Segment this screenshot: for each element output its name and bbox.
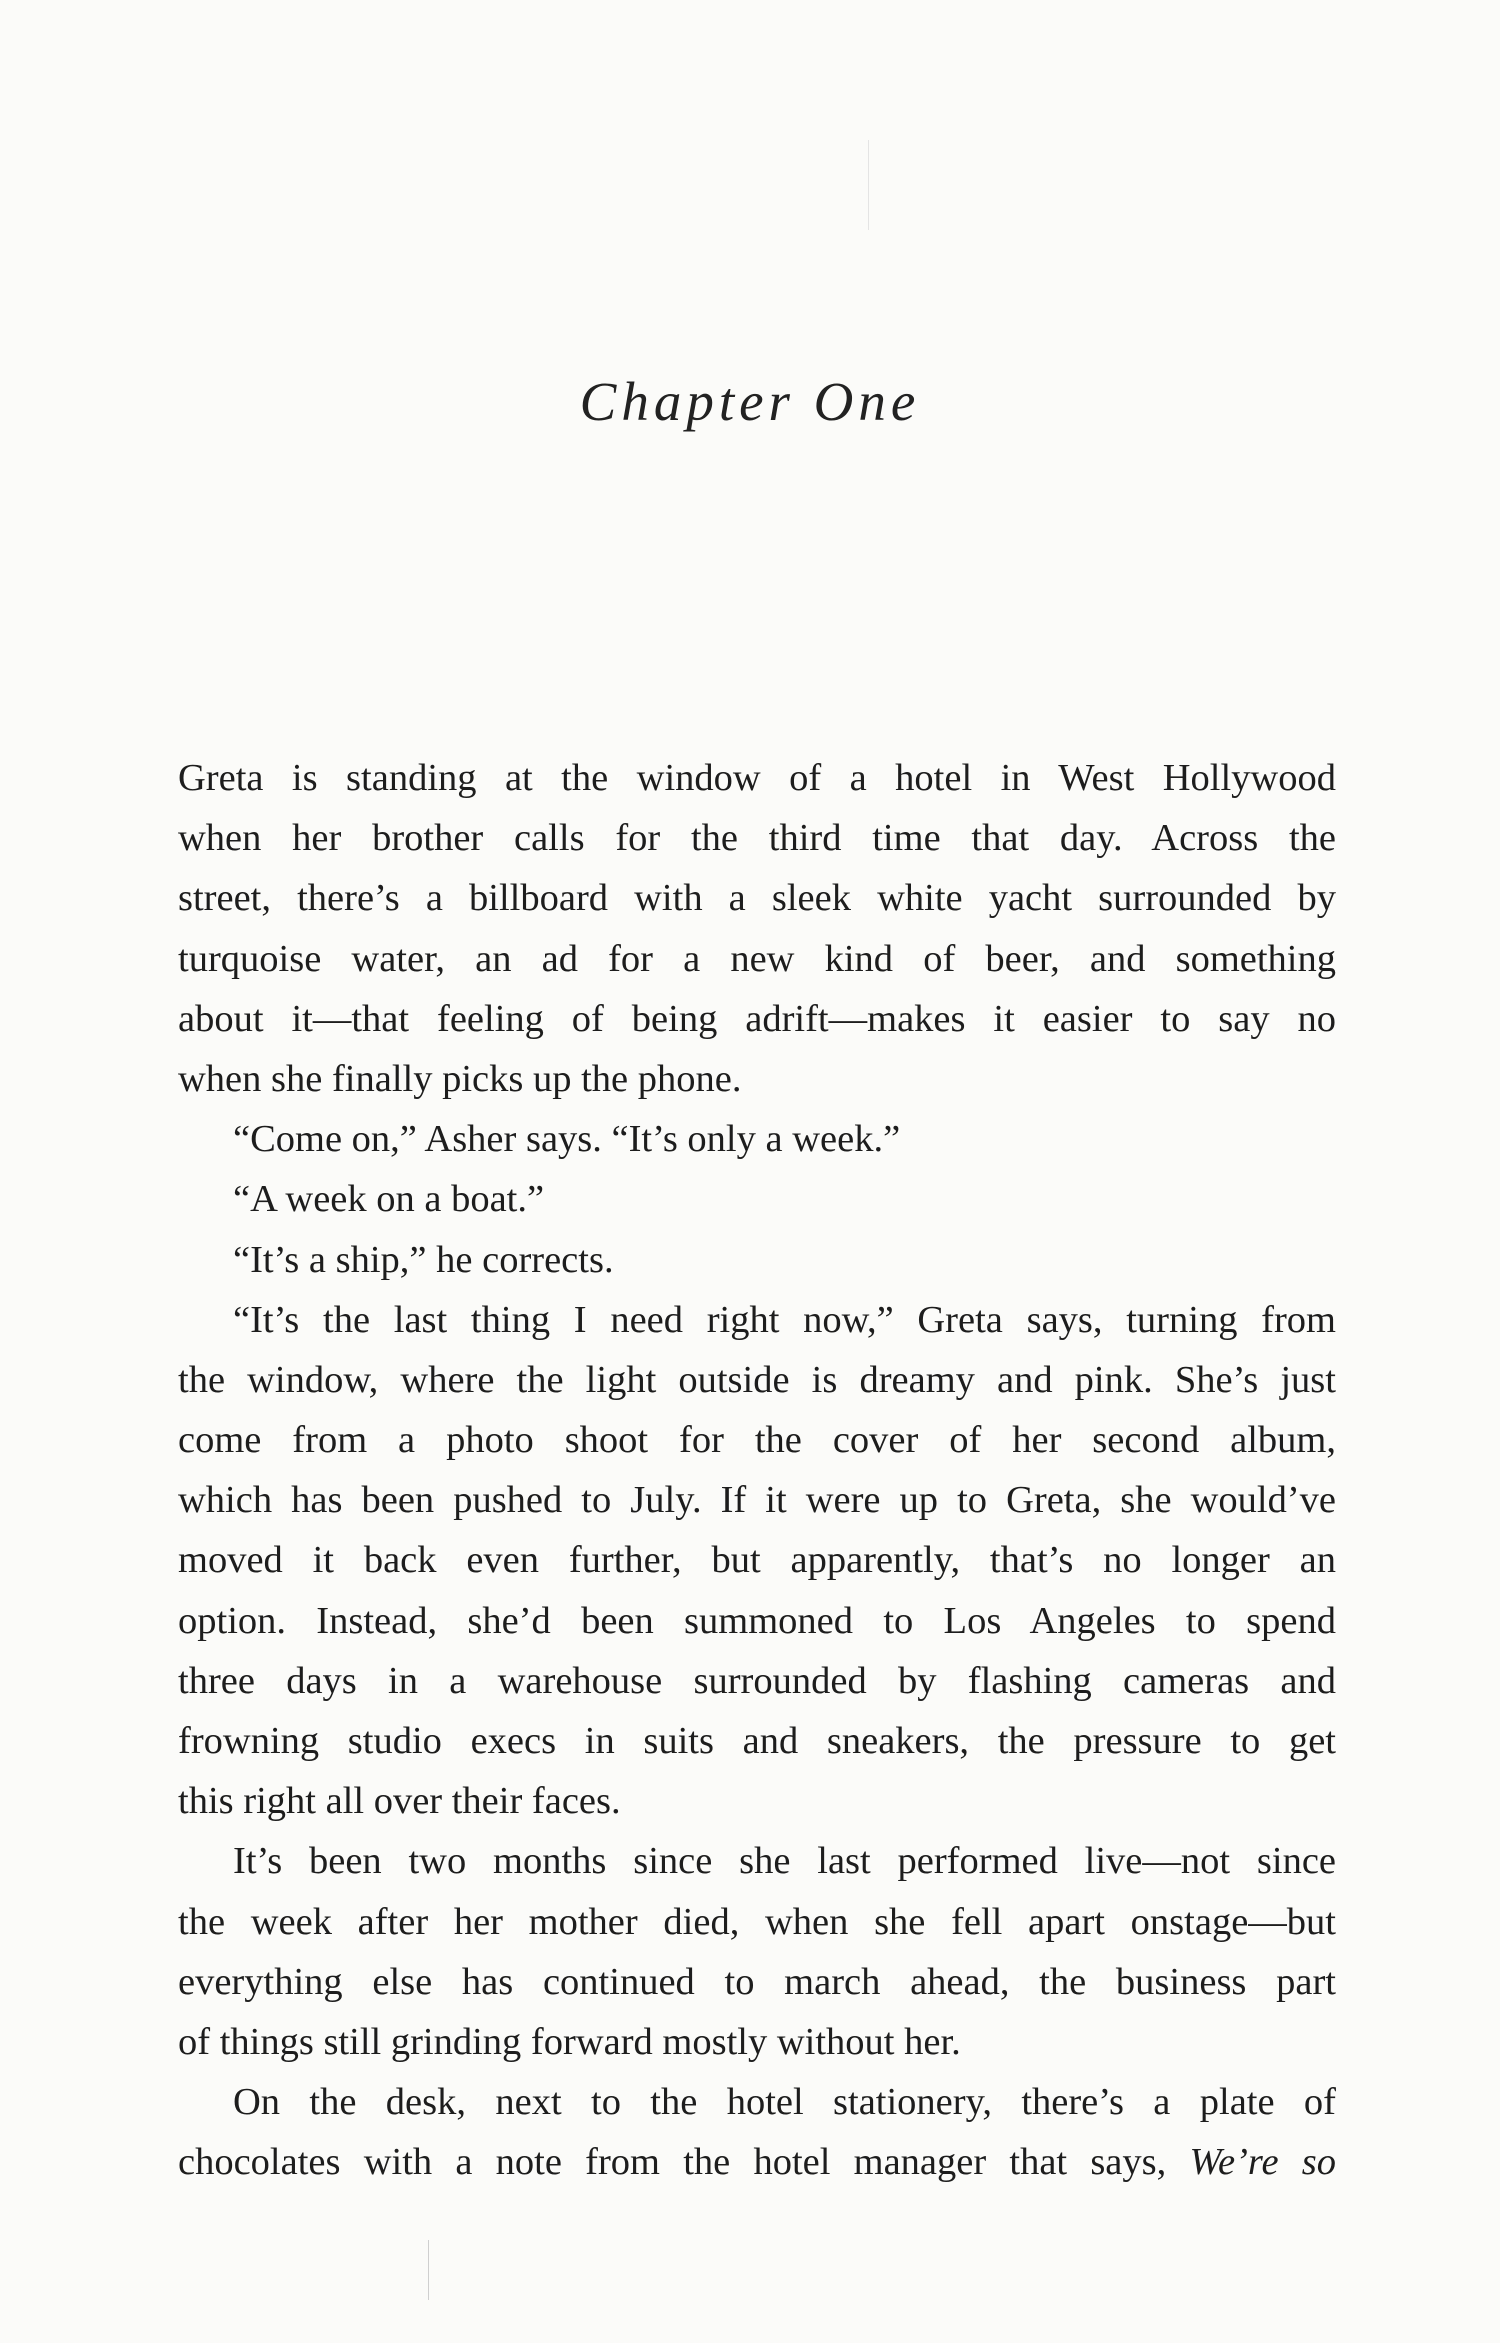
text-line: of things still grinding forward mostly without her.: [178, 2020, 961, 2063]
text-line-last-italic: We’re so: [1189, 2141, 1337, 2184]
text-line: this right all over their faces.: [178, 1780, 621, 1823]
text-line: everything else has continued to march ahead, the business part: [178, 1960, 1336, 2003]
scan-artifact-line: [428, 2240, 429, 2300]
text-line: which has been pushed to July. If it were up to Greta, she would’ve: [178, 1479, 1336, 1522]
text-line-last-roman: chocolates with a note from the hotel manager that says,: [178, 2141, 1167, 2184]
text-line: three days in a warehouse surrounded by flashing cameras and: [178, 1659, 1336, 1702]
text-line: It’s been two months since she last performed live—not since: [233, 1840, 1336, 1883]
text-line: turquoise water, an ad for a new kind of beer, and something: [178, 937, 1336, 980]
text-line: moved it back even further, but apparently, that’s no longer an: [178, 1539, 1336, 1582]
text-line: On the desk, next to the hotel stationery, there’s a plate of: [233, 2081, 1336, 2124]
text-line: when she finally picks up the phone.: [178, 1057, 742, 1100]
scan-artifact-line: [868, 140, 869, 230]
text-line-last: [178, 2132, 1336, 2192]
chapter-title: Chapter One: [579, 371, 921, 432]
text-line: “A week on a boat.”: [233, 1178, 545, 1221]
text-line: come from a photo shoot for the cover of her second album,: [178, 1419, 1336, 1462]
text-line: “Come on,” Asher says. “It’s only a week.”: [233, 1118, 901, 1161]
text-line: “It’s a ship,” he corrects.: [233, 1238, 614, 1281]
text-line: option. Instead, she’d been summoned to Los Angeles to spend: [178, 1599, 1336, 1642]
text-line: “It’s the last thing I need right now,” Greta says, turning from: [233, 1298, 1336, 1341]
text-line: the week after her mother died, when she fell apart onstage—but: [178, 1900, 1336, 1943]
text-line: street, there’s a billboard with a sleek white yacht surrounded by: [178, 877, 1336, 920]
text-line: Greta is standing at the window of a hotel in West Hollywood: [178, 757, 1336, 799]
text-line: when her brother calls for the third time that day. Across the: [178, 817, 1336, 860]
body-text: [178, 748, 1336, 2193]
text-line: frowning studio execs in suits and sneakers, the pressure to get: [178, 1720, 1336, 1762]
text-line: about it—that feeling of being adrift—makes it easier to say no: [178, 997, 1336, 1040]
text-line: the window, where the light outside is dreamy and pink. She’s just: [178, 1358, 1336, 1401]
